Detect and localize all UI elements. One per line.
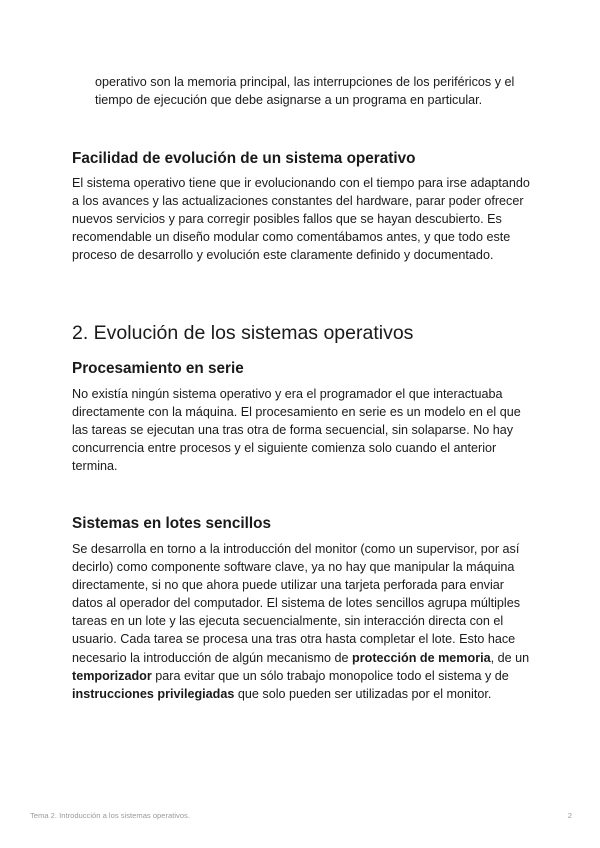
- lotes-bold-temporizador: temporizador: [72, 668, 152, 683]
- lotes-bold-memoria: protección de memoria: [352, 650, 491, 665]
- footer-title: Tema 2. Introducción a los sistemas operativos.: [30, 811, 190, 820]
- serie-heading: Procesamiento en serie: [72, 360, 244, 377]
- facilidad-heading: Facilidad de evolución de un sistema operativo: [72, 150, 416, 167]
- lotes-heading: Sistemas en lotes sencillos: [72, 515, 271, 532]
- lotes-paragraph: [72, 540, 534, 703]
- lotes-text-2: , de un: [490, 650, 530, 665]
- section-2-heading: 2. Evolución de los sistemas operativos: [72, 322, 414, 344]
- serie-paragraph: No existía ningún sistema operativo y era el programador el que interactuaba directamente con la máquina. El procesamiento en serie es un modelo en el que las tareas se ejecutan una tras otra de forma secuencial, sin solaparse. No hay concurrencia entre procesos y el siguiente comienza solo cuando el anterior termina.: [72, 387, 521, 474]
- lotes-text-3: para evitar que un sólo trabajo monopolice todo el sistema y de: [151, 668, 509, 683]
- lotes-text-4: que solo pueden ser utilizadas por el monitor.: [234, 686, 492, 701]
- intro-continuation-paragraph: operativo son la memoria principal, las interrupciones de los periféricos y el tiempo de ejecución que debe asignarse a un programa en particular.: [95, 75, 515, 108]
- lotes-text-1: Se desarrolla en torno a la introducción del monitor (como un supervisor, por así decirlo) como componente software clave, ya no hay que manipular la máquina directamente, si no que ahora puede utilizar una tarjeta perforada para enviar datos al operador del computador. El sistema de lotes sencillos agrupa múltiples tareas en un lote y las ejecuta secuencialmente, sin interacción directa con el usuario. Cada tarea se procesa una tras otra hasta completar el lote. Esto hace necesario la introducción de algún mecanismo de: [72, 542, 521, 665]
- lotes-bold-instrucciones: instrucciones privilegiadas: [72, 686, 235, 701]
- page-number: 2: [567, 811, 572, 820]
- facilidad-paragraph: El sistema operativo tiene que ir evolucionando con el tiempo para irse adaptando a los avances y las actualizaciones constantes del hardware, parar poder ofrecer nuevos servicios y para corregir posibles fallos que se hayan descubierto. Es recomendable un diseño modular como comentábamos antes, y que todo este proceso de desarrollo y evolución este claramente definido y documentado.: [72, 176, 530, 263]
